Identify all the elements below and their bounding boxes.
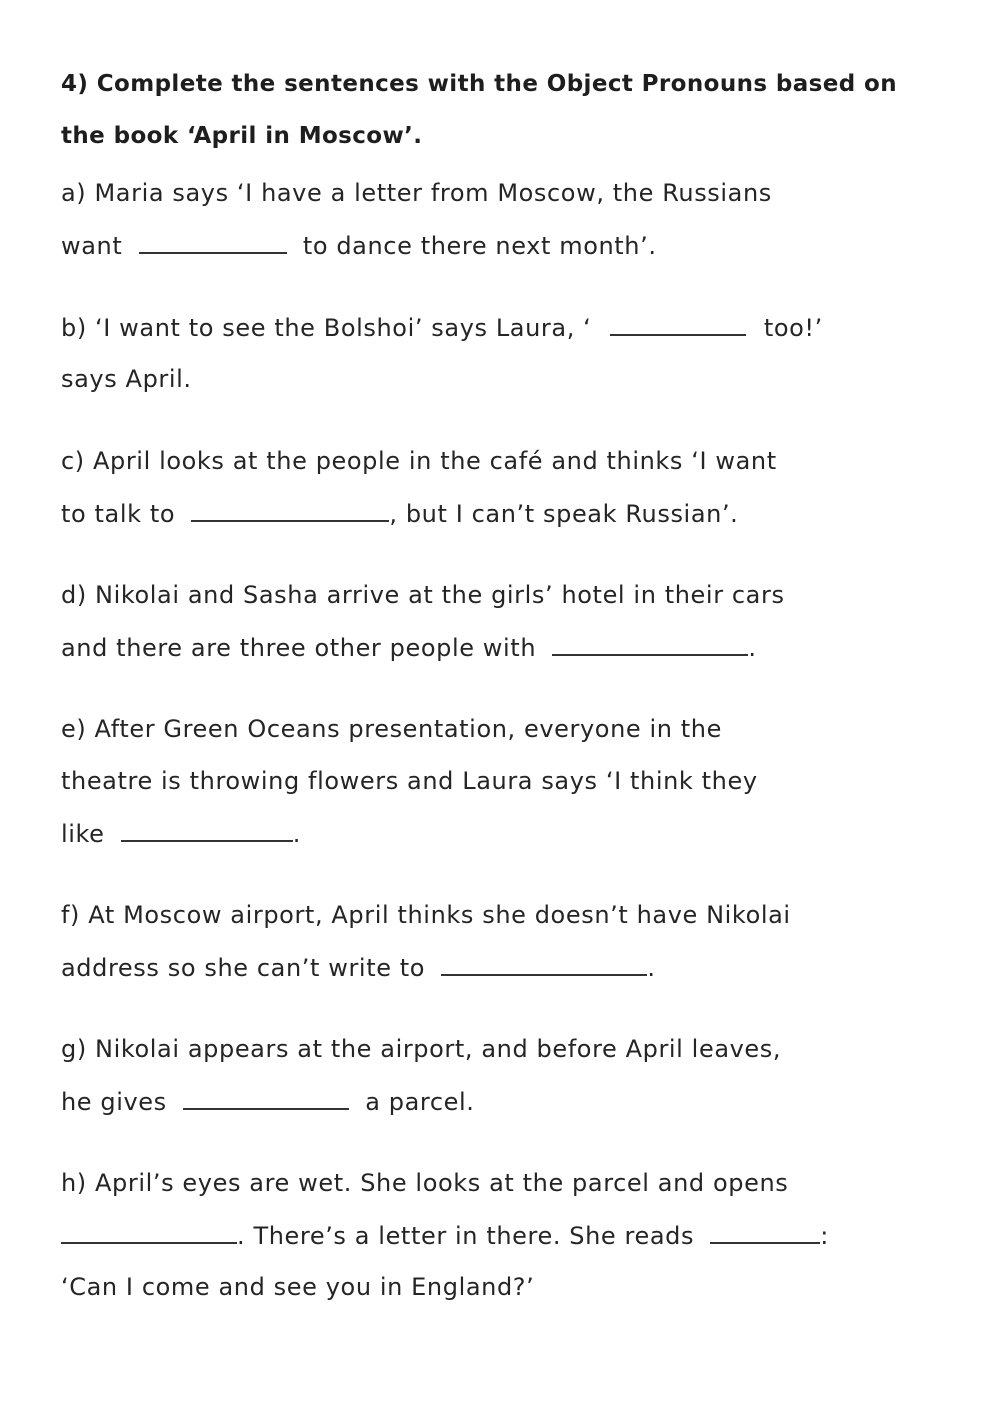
answer-blank-g[interactable] <box>183 1086 349 1110</box>
answer-blank-c[interactable] <box>191 498 389 522</box>
answer-blank-d[interactable] <box>552 632 748 656</box>
question-g-text-before: he gives <box>61 1088 167 1116</box>
question-b-line-2: says April. <box>61 365 192 393</box>
question-f-text-before: address so she can’t write to <box>61 954 426 982</box>
question-c-text-after: , but I can’t speak Russian’. <box>389 500 739 528</box>
question-f-line-1: f) At Moscow airport, April thinks she doesn’t have Nikolai <box>61 901 791 929</box>
exercise-title: 4) Complete the sentences with the Object Pronouns based on the book ‘April in Moscow’. <box>61 71 898 149</box>
question-c-text-before: to talk to <box>61 500 176 528</box>
question-e-line-2: theatre is throwing flowers and Laura says ‘I think they <box>61 767 758 795</box>
question-h-text-middle: . There’s a letter in there. She reads <box>237 1222 695 1250</box>
question-b-text-after: too!’ <box>763 314 823 342</box>
answer-blank-a[interactable] <box>139 230 287 254</box>
question-a-line-1: a) Maria says ‘I have a letter from Moscow, the Russians <box>61 179 772 207</box>
answer-blank-f[interactable] <box>441 952 647 976</box>
answer-blank-h-2[interactable] <box>710 1220 820 1244</box>
question-f-text-after: . <box>647 954 656 982</box>
answer-blank-h-1[interactable] <box>61 1220 237 1244</box>
question-d-text-before: and there are three other people with <box>61 634 537 662</box>
question-b-text-before: b) ‘I want to see the Bolshoi’ says Laura, ‘ <box>61 314 592 342</box>
answer-blank-b[interactable] <box>610 312 746 336</box>
question-c-line-1: c) April looks at the people in the café and thinks ‘I want <box>61 447 777 475</box>
question-g-text-after: a parcel. <box>365 1088 475 1116</box>
question-a-text-before: want <box>61 232 123 260</box>
question-e-text-after: . <box>292 820 302 848</box>
question-d-line-1: d) Nikolai and Sasha arrive at the girls’ hotel in their cars <box>61 581 785 609</box>
answer-blank-e[interactable] <box>121 818 293 842</box>
question-g-line-2 <box>61 1086 475 1117</box>
question-g-line-1: g) Nikolai appears at the airport, and before April leaves, <box>61 1035 782 1063</box>
question-d-line-2 <box>61 632 757 663</box>
question-e-line-3 <box>61 818 301 849</box>
question-h-line-3: ‘Can I come and see you in England?’ <box>61 1273 535 1301</box>
question-b-line-1 <box>61 312 823 343</box>
question-c-line-2 <box>61 498 738 529</box>
question-h-line-1: h) April’s eyes are wet. She looks at the parcel and opens <box>61 1169 789 1197</box>
question-a-line-2 <box>61 230 657 261</box>
question-h-line-2 <box>61 1220 829 1251</box>
question-d-text-after: . <box>748 634 757 662</box>
question-f-line-2 <box>61 952 656 983</box>
question-e-text-before: like <box>61 820 105 848</box>
question-e-line-1: e) After Green Oceans presentation, everyone in the <box>61 715 722 743</box>
question-h-text-after: : <box>820 1222 829 1250</box>
question-a-text-after: to dance there next month’. <box>302 232 657 260</box>
